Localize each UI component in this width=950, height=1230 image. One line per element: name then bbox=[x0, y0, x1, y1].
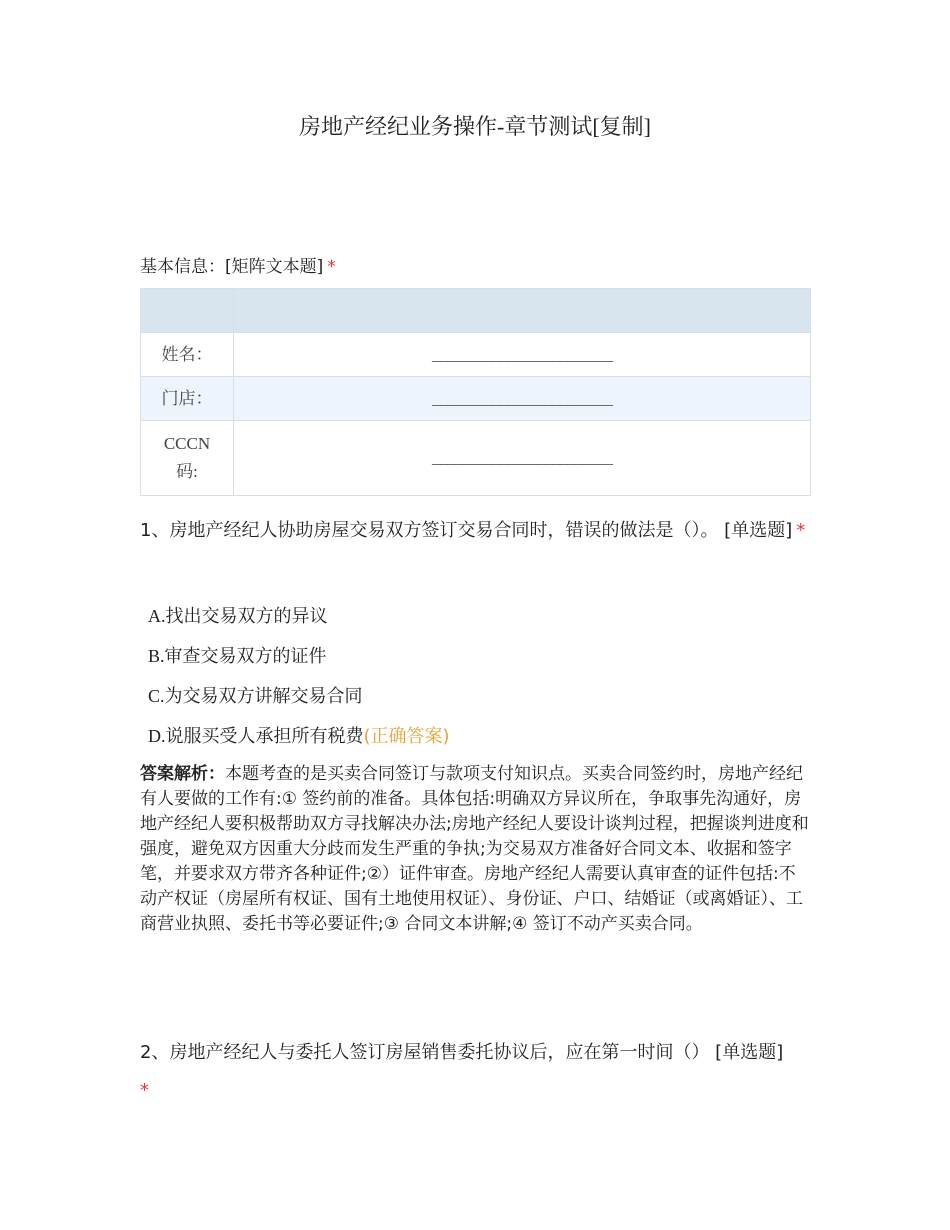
page-title: 房地产经纪业务操作-章节测试[复制] bbox=[299, 114, 651, 139]
option-b[interactable] bbox=[148, 636, 808, 676]
option-a-letter: A. bbox=[148, 606, 166, 626]
option-b-text: 审查交易双方的证件 bbox=[164, 646, 327, 667]
option-c-letter: C. bbox=[148, 686, 165, 706]
option-a[interactable] bbox=[148, 596, 808, 636]
option-c-text: 为交易双方讲解交易合同 bbox=[164, 686, 363, 707]
name-input-blank: ________________________ bbox=[432, 344, 612, 364]
question-2-title bbox=[140, 1034, 810, 1110]
matrix-row-cccn bbox=[141, 421, 811, 496]
matrix-header-field-cell bbox=[234, 289, 811, 333]
matrix-row-name bbox=[141, 333, 811, 377]
question-2-text: 2、房地产经纪人与委托人签订房屋销售委托协议后，应在第一时间（） [单选题] bbox=[140, 1042, 784, 1063]
matrix-header-label-cell bbox=[141, 289, 234, 333]
analysis-text: 本题考查的是买卖合同签订与款项支付知识点。买卖合同签约时，房地产经纪有人要做的工作有:① 签约前的准备。具体包括:明确双方异议所在，争取事先沟通好，房地产经纪人要积极帮助双方寻找解决办法;房地产经纪人要设计谈判过程，把握谈判进度和强度，避免双方因重大分歧而发生严重的争执;为交易双方准备好合同文本、收据和签字笔，并要求双方带齐各种证件;②）证件审查。房地产经纪人需要认真审查的证件包括:不动产权证（房屋所有权证、国有土地使用权证）、身份证、户口、结婚证（或离婚证）、工商营业执照、委托书等必要证件;③ 合同文本讲解;④ 签订不动产买卖合同。 bbox=[140, 764, 809, 934]
option-c[interactable] bbox=[148, 676, 808, 716]
answer-analysis bbox=[140, 762, 812, 937]
cccn-input-blank: ________________________ bbox=[432, 448, 612, 467]
question-1-text: 1、房地产经纪人协助房屋交易双方签订交易合同时，错误的做法是（）。 [单选题] bbox=[140, 520, 793, 541]
matrix-header-row bbox=[141, 289, 811, 333]
store-label: 门店： bbox=[141, 377, 234, 421]
option-d[interactable] bbox=[148, 716, 808, 756]
basic-info-title: 基本信息：[矩阵文本题] bbox=[140, 257, 324, 277]
basic-info-matrix-table bbox=[140, 288, 811, 496]
name-input[interactable] bbox=[234, 333, 811, 377]
question-1-required-mark: * bbox=[796, 520, 806, 541]
basic-info-label bbox=[140, 252, 336, 277]
store-input[interactable] bbox=[234, 377, 811, 421]
analysis-label: 答案解析： bbox=[140, 764, 225, 784]
cccn-label bbox=[141, 421, 234, 496]
option-d-text: 说服买受人承担所有税费 bbox=[165, 726, 364, 747]
cccn-label-text: CCCN码: bbox=[163, 434, 211, 481]
required-mark: * bbox=[327, 257, 336, 277]
option-d-letter: D. bbox=[148, 726, 166, 746]
question-1-options bbox=[148, 596, 808, 756]
matrix-row-store bbox=[141, 377, 811, 421]
name-label: 姓名： bbox=[141, 333, 234, 377]
question-1-title bbox=[140, 512, 810, 550]
question-2-required-mark: * bbox=[140, 1080, 149, 1101]
cccn-input[interactable] bbox=[234, 421, 811, 496]
store-input-blank: ________________________ bbox=[432, 388, 612, 408]
correct-answer-tag: (正确答案) bbox=[363, 726, 450, 747]
option-b-letter: B. bbox=[148, 646, 165, 666]
option-a-text: 找出交易双方的异议 bbox=[165, 606, 328, 627]
